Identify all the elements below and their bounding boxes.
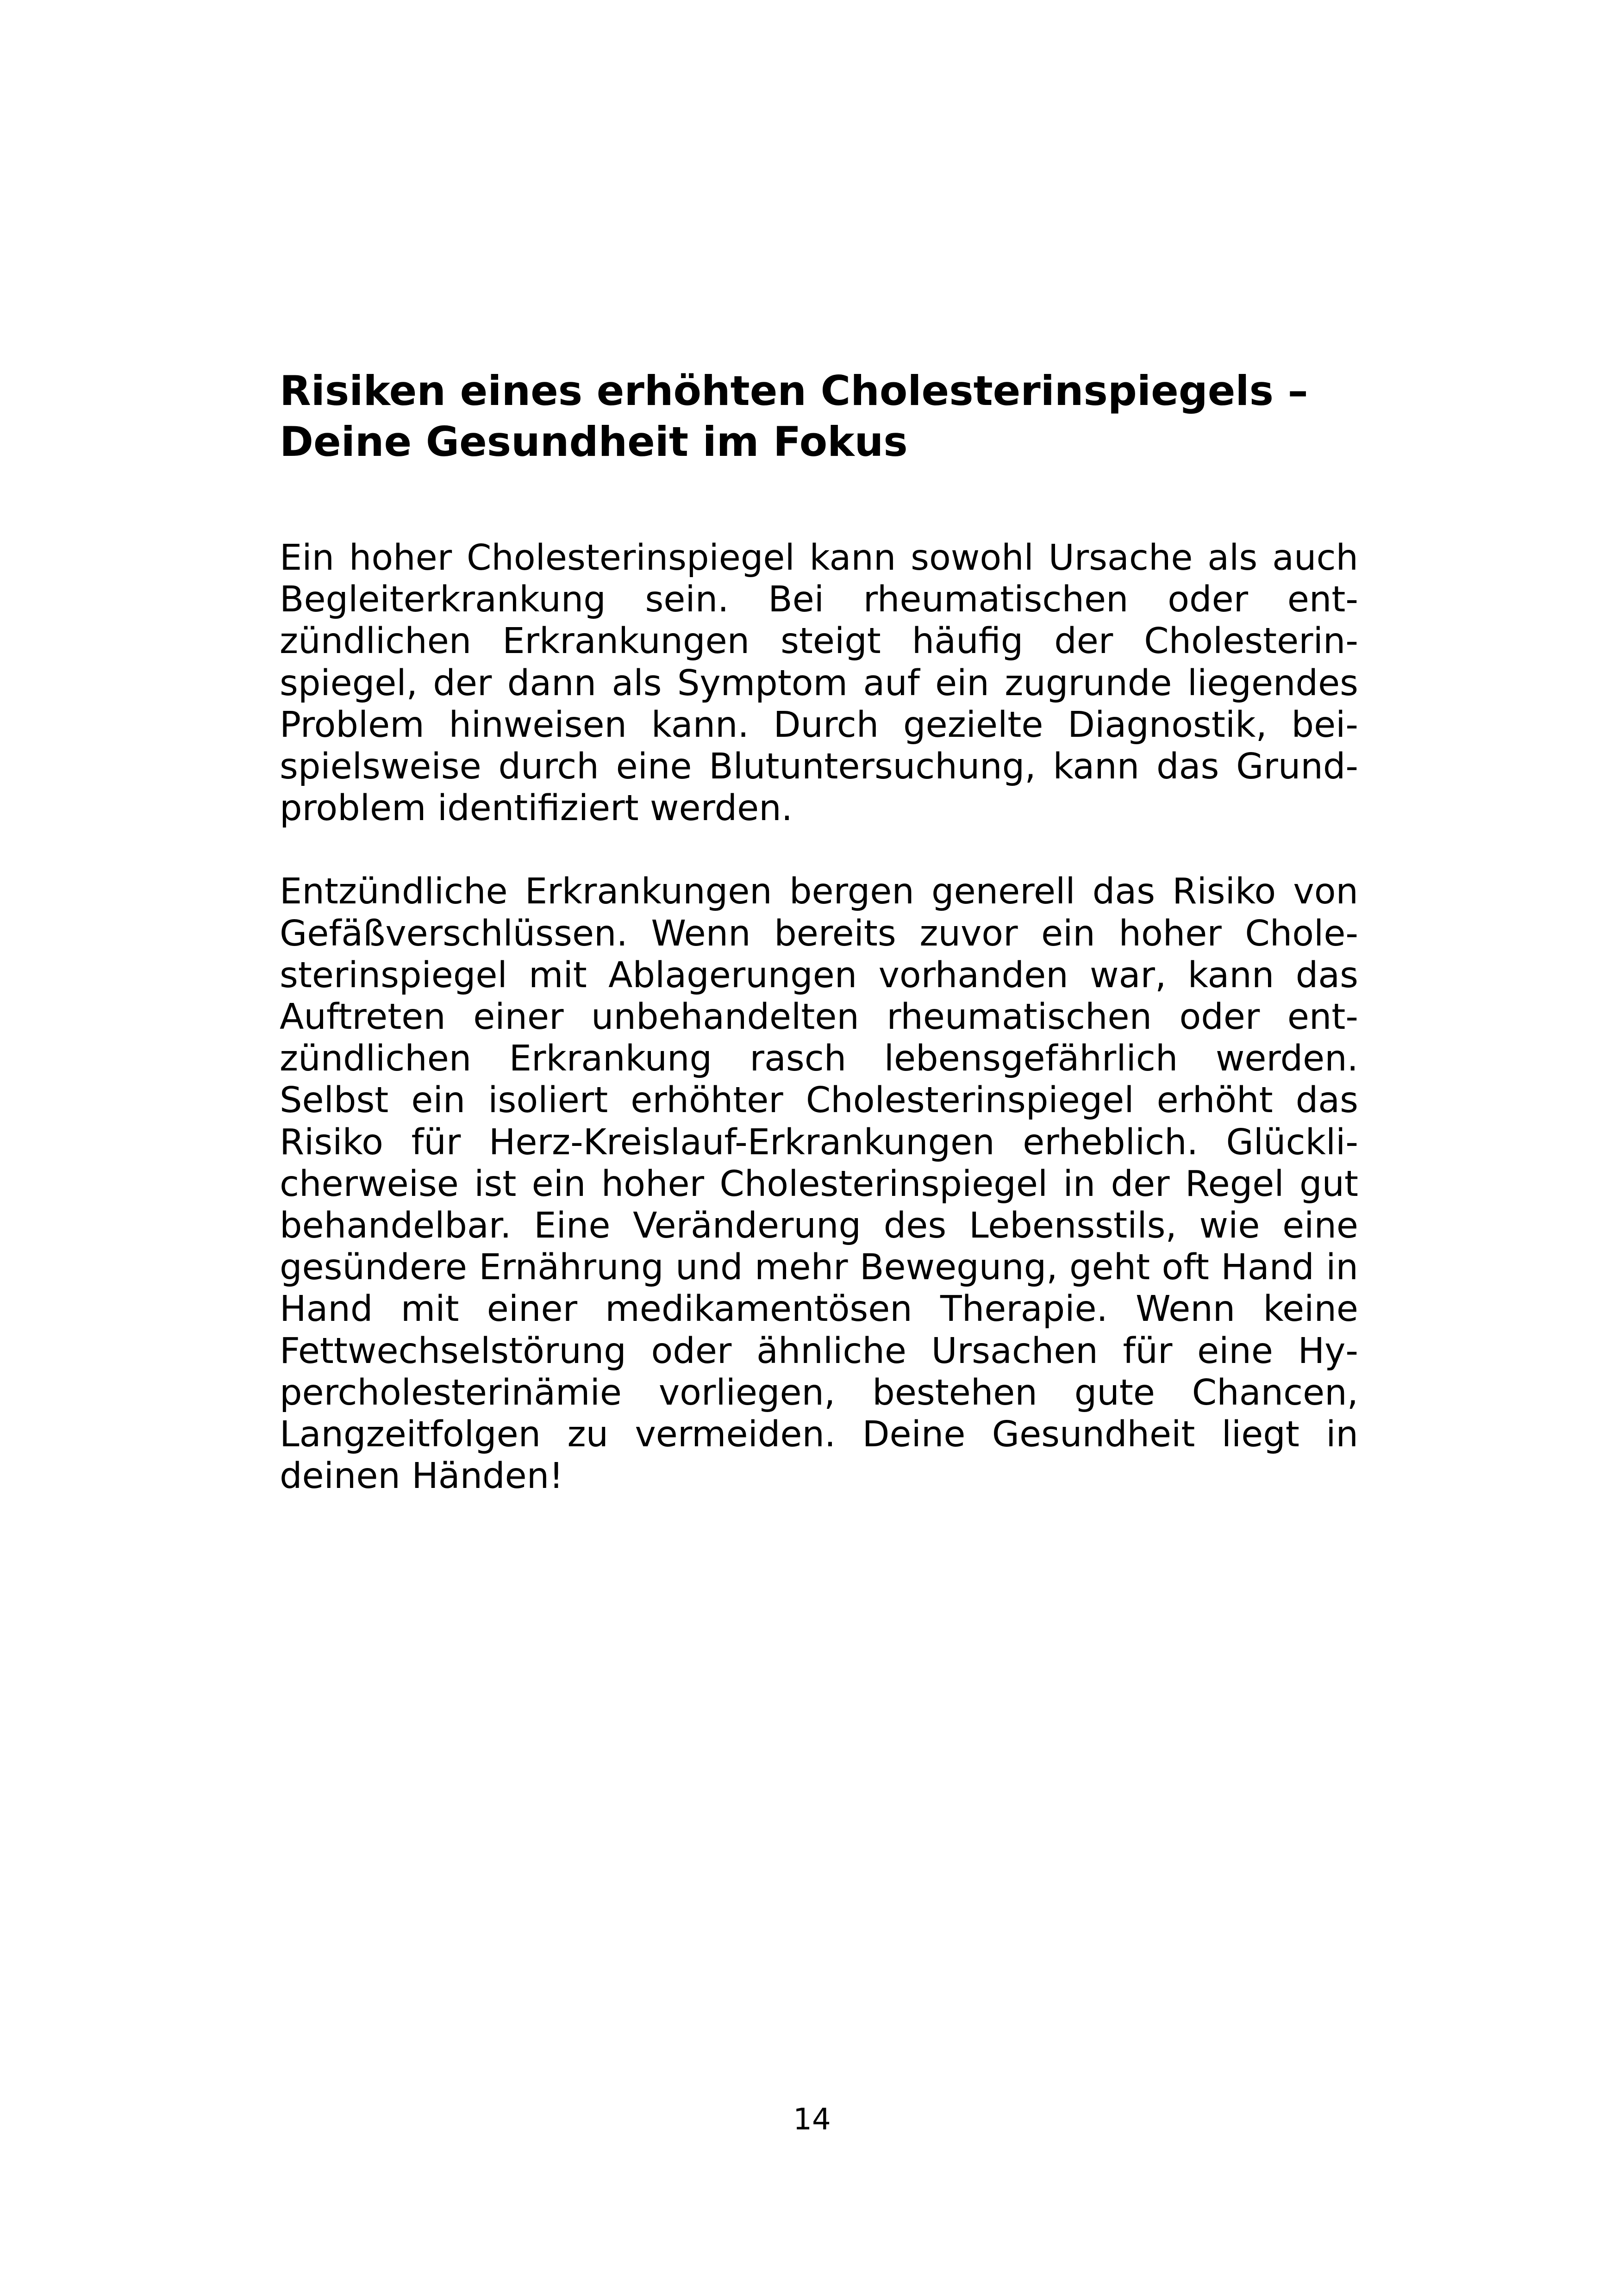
page-title-line-1: Risiken eines erhöhten Cholesterinspiegels – [280,367,1308,415]
page-content [280,366,1358,1497]
body-paragraph-2: Entzündliche Erkrankungen bergen generell das Risiko von Gefäßverschlüssen. Wenn bereits zuvor ein hoher Cholesterinspiegel mit Ablagerungen vorhanden war, kann das Auftreten einer unbehandelten rheumatischen oder entzündlichen Erkrankung rasch lebensgefährlich werden. Selbst ein isoliert erhöhter Cholesterinspiegel erhöht das Risiko für Herz-Kreislauf-Erkrankungen erheblich. Glücklicherweise ist ein hoher Cholesterinspiegel in der Regel gut behandelbar. Eine Veränderung des Lebensstils, wie eine gesündere Ernährung und mehr Bewegung, geht oft Hand in Hand mit einer medikamentösen Therapie. Wenn keine Fettwechselstörung oder ähnliche Ursachen für eine Hypercholesterinämie vorliegen, bestehen gute Chancen, Langzeitfolgen zu vermeiden. Deine Gesundheit liegt in deinen Händen! [280,871,1358,1497]
body-paragraph-1: Ein hoher Cholesterinspiegel kann sowohl Ursache als auch Begleiterkrankung sein. Bei rheumatischen oder entzündlichen Erkrankungen steigt häufig der Cholesterinspiegel, der dann als Symptom auf ein zugrunde liegendes Problem hinweisen kann. Durch gezielte Diagnostik, beispielsweise durch eine Blutuntersuchung, kann das Grundproblem identifiziert werden. [280,537,1358,829]
page-title [280,366,1358,467]
page-number: 14 [793,2103,831,2137]
page-title-line-2: Deine Gesundheit im Fokus [280,418,908,466]
